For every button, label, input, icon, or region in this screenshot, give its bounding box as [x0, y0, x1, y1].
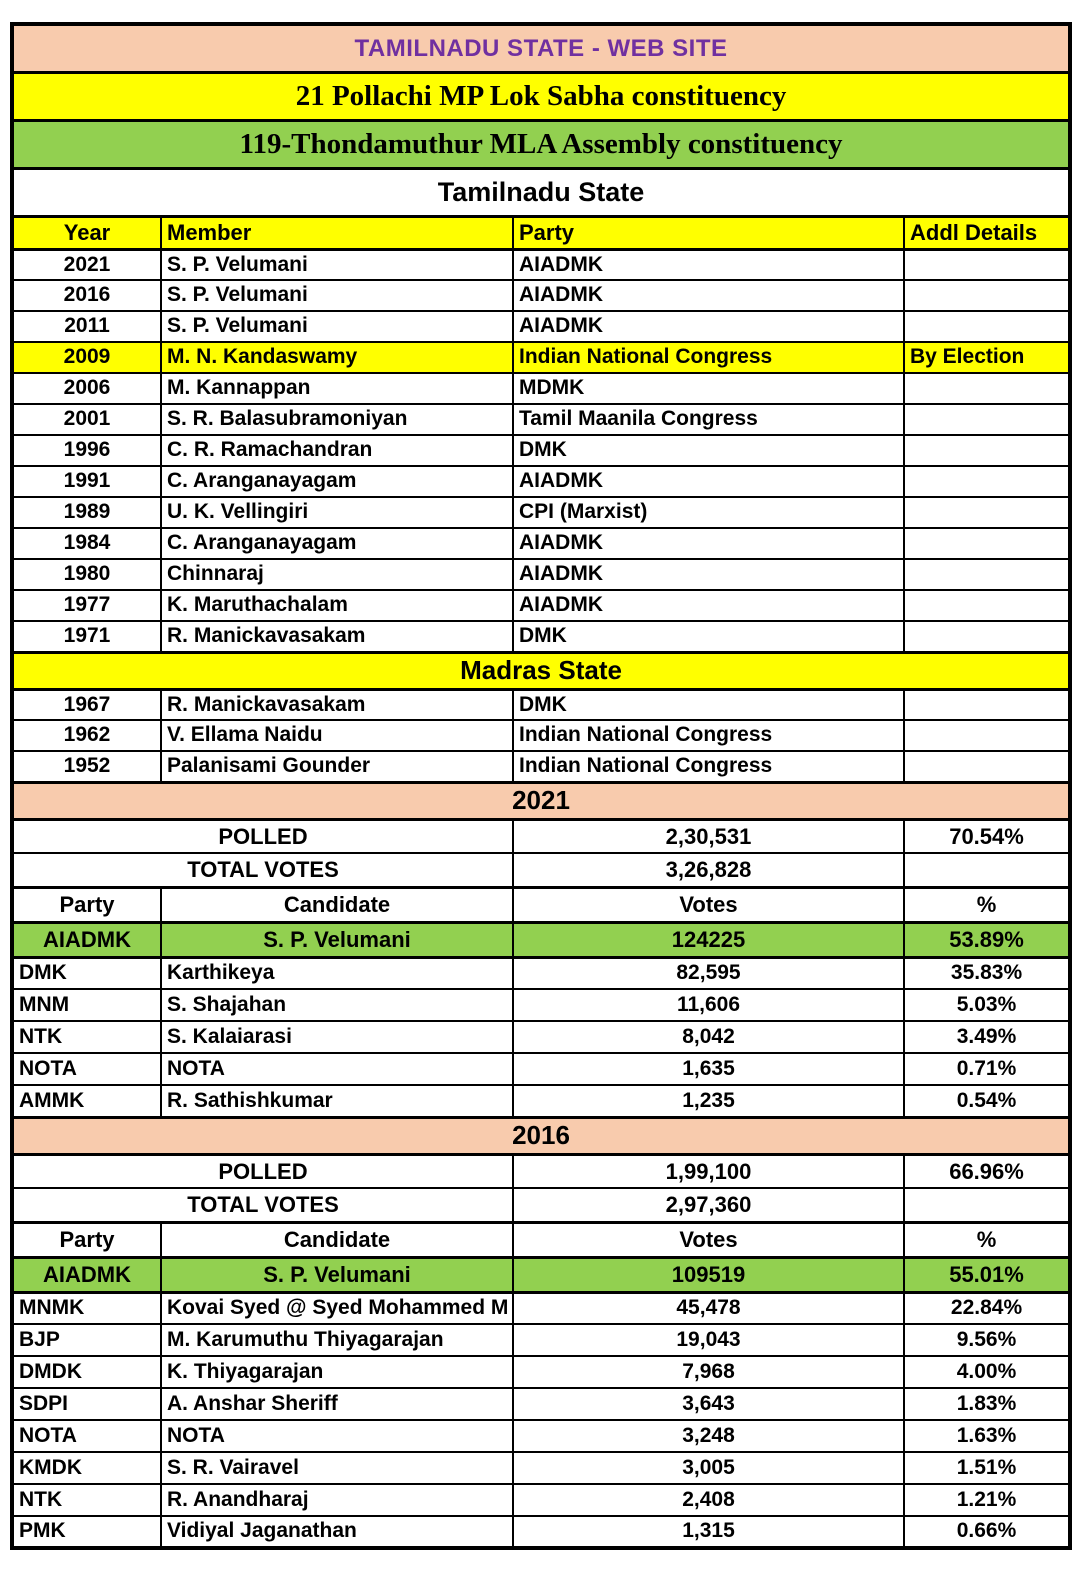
candidate-cell: M. Karumuthu Thiyagarajan — [161, 1324, 513, 1356]
col-header-votes: Votes — [513, 887, 904, 922]
pct-cell: 35.83% — [904, 957, 1070, 989]
candidate-cell: R. Anandharaj — [161, 1484, 513, 1516]
addl-details-cell — [904, 528, 1070, 559]
pct-cell: 1.83% — [904, 1388, 1070, 1420]
madras-section-heading: Madras State — [12, 652, 1070, 689]
pct-cell: 1.21% — [904, 1484, 1070, 1516]
votes-cell: 11,606 — [513, 989, 904, 1021]
year-cell: 1977 — [12, 590, 161, 621]
winner-votes-cell: 124225 — [513, 922, 904, 957]
addl-details-cell — [904, 435, 1070, 466]
member-row — [12, 435, 1070, 466]
polled-label: POLLED — [12, 1154, 513, 1188]
polled-label: POLLED — [12, 819, 513, 853]
votes-cell: 3,643 — [513, 1388, 904, 1420]
votes-cell: 7,968 — [513, 1356, 904, 1388]
year-cell: 2009 — [12, 342, 161, 373]
addl-details-cell — [904, 249, 1070, 280]
year-cell: 1991 — [12, 466, 161, 497]
member-cell: M. N. Kandaswamy — [161, 342, 513, 373]
col-header-year: Year — [12, 216, 161, 249]
candidate-row — [12, 1516, 1070, 1548]
mla-constituency-title: 119-Thondamuthur MLA Assembly constituency — [12, 120, 1070, 168]
mla-constituency-row — [12, 120, 1070, 168]
addl-details-cell — [904, 497, 1070, 528]
empty-cell — [904, 1188, 1070, 1222]
party-abbr-cell: NOTA — [12, 1053, 161, 1085]
party-abbr-cell: DMDK — [12, 1356, 161, 1388]
year-cell: 2011 — [12, 311, 161, 342]
pct-cell: 3.49% — [904, 1021, 1070, 1053]
col-header-party: Party — [12, 1222, 161, 1257]
year-cell: 1952 — [12, 751, 161, 782]
member-row — [12, 404, 1070, 435]
party-cell: AIADMK — [513, 590, 904, 621]
votes-cell: 3,005 — [513, 1452, 904, 1484]
winner-party-cell: AIADMK — [12, 922, 161, 957]
mp-constituency-row — [12, 72, 1070, 120]
member-cell: R. Manickavasakam — [161, 689, 513, 720]
col-header-candidate: Candidate — [161, 1222, 513, 1257]
member-row — [12, 342, 1070, 373]
addl-details-cell — [904, 590, 1070, 621]
year-cell: 2006 — [12, 373, 161, 404]
member-row — [12, 466, 1070, 497]
polled-row — [12, 819, 1070, 853]
candidate-cell: S. Kalaiarasi — [161, 1021, 513, 1053]
winner-party-cell: AIADMK — [12, 1257, 161, 1292]
candidate-row — [12, 1292, 1070, 1324]
site-banner-title: TAMILNADU STATE - WEB SITE — [12, 24, 1070, 72]
member-cell: S. P. Velumani — [161, 249, 513, 280]
party-cell: AIADMK — [513, 559, 904, 590]
party-abbr-cell: DMK — [12, 957, 161, 989]
party-cell: AIADMK — [513, 249, 904, 280]
constituency-results-table — [10, 22, 1072, 1550]
member-cell: C. R. Ramachandran — [161, 435, 513, 466]
candidate-row — [12, 1356, 1070, 1388]
party-cell: AIADMK — [513, 280, 904, 311]
total-votes-value: 2,97,360 — [513, 1188, 904, 1222]
party-abbr-cell: MNM — [12, 989, 161, 1021]
year-cell: 1984 — [12, 528, 161, 559]
col-header-addl-details: Addl Details — [904, 216, 1070, 249]
member-row — [12, 559, 1070, 590]
winner-candidate-cell: S. P. Velumani — [161, 922, 513, 957]
addl-details-cell — [904, 311, 1070, 342]
site-banner-row — [12, 24, 1070, 72]
mp-constituency-title: 21 Pollachi MP Lok Sabha constituency — [12, 72, 1070, 120]
addl-details-cell — [904, 373, 1070, 404]
party-abbr-cell: NTK — [12, 1021, 161, 1053]
col-header-party: Party — [12, 887, 161, 922]
member-cell: U. K. Vellingiri — [161, 497, 513, 528]
empty-cell — [904, 853, 1070, 887]
year-cell: 1996 — [12, 435, 161, 466]
candidate-cell: A. Anshar Sheriff — [161, 1388, 513, 1420]
total-votes-row — [12, 1188, 1070, 1222]
polled-votes: 1,99,100 — [513, 1154, 904, 1188]
member-cell: S. P. Velumani — [161, 311, 513, 342]
addl-details-cell — [904, 751, 1070, 782]
polled-pct: 66.96% — [904, 1154, 1070, 1188]
addl-details-cell — [904, 689, 1070, 720]
pct-cell: 0.66% — [904, 1516, 1070, 1548]
members-header-row — [12, 216, 1070, 249]
election-year-band: 2016 — [12, 1117, 1070, 1154]
member-row — [12, 528, 1070, 559]
winner-row — [12, 922, 1070, 957]
party-cell: Indian National Congress — [513, 720, 904, 751]
votes-cell: 1,315 — [513, 1516, 904, 1548]
polled-pct: 70.54% — [904, 819, 1070, 853]
party-cell: DMK — [513, 689, 904, 720]
addl-details-cell — [904, 404, 1070, 435]
candidate-row — [12, 1085, 1070, 1117]
tamilnadu-members-rows — [12, 249, 1070, 652]
polled-votes: 2,30,531 — [513, 819, 904, 853]
year-cell: 1980 — [12, 559, 161, 590]
pct-cell: 1.63% — [904, 1420, 1070, 1452]
votes-cell: 1,635 — [513, 1053, 904, 1085]
member-row — [12, 590, 1070, 621]
party-cell: AIADMK — [513, 466, 904, 497]
votes-cell: 19,043 — [513, 1324, 904, 1356]
votes-cell: 2,408 — [513, 1484, 904, 1516]
addl-details-cell — [904, 280, 1070, 311]
year-cell: 2001 — [12, 404, 161, 435]
votes-cell: 8,042 — [513, 1021, 904, 1053]
member-cell: R. Manickavasakam — [161, 621, 513, 652]
party-cell: DMK — [513, 435, 904, 466]
candidate-row — [12, 1324, 1070, 1356]
candidate-cell: S. Shajahan — [161, 989, 513, 1021]
party-cell: CPI (Marxist) — [513, 497, 904, 528]
winner-pct-cell: 53.89% — [904, 922, 1070, 957]
votes-cell: 3,248 — [513, 1420, 904, 1452]
year-cell: 1989 — [12, 497, 161, 528]
member-cell: K. Maruthachalam — [161, 590, 513, 621]
winner-candidate-cell: S. P. Velumani — [161, 1257, 513, 1292]
member-cell: C. Aranganayagam — [161, 528, 513, 559]
candidate-cell: S. R. Vairavel — [161, 1452, 513, 1484]
member-cell: C. Aranganayagam — [161, 466, 513, 497]
party-abbr-cell: PMK — [12, 1516, 161, 1548]
election-year-band-row — [12, 1117, 1070, 1154]
member-row — [12, 497, 1070, 528]
candidate-cell: NOTA — [161, 1053, 513, 1085]
madras-members-rows — [12, 689, 1070, 782]
candidate-row — [12, 1452, 1070, 1484]
votes-cell: 45,478 — [513, 1292, 904, 1324]
party-cell: AIADMK — [513, 528, 904, 559]
pct-cell: 4.00% — [904, 1356, 1070, 1388]
candidate-cell: Kovai Syed @ Syed Mohammed M — [161, 1292, 513, 1324]
votes-cell: 82,595 — [513, 957, 904, 989]
tamilnadu-section-heading: Tamilnadu State — [12, 168, 1070, 216]
winner-votes-cell: 109519 — [513, 1257, 904, 1292]
candidate-row — [12, 1053, 1070, 1085]
year-cell: 2016 — [12, 280, 161, 311]
party-cell: MDMK — [513, 373, 904, 404]
election-year-band-row — [12, 782, 1070, 819]
party-abbr-cell: NTK — [12, 1484, 161, 1516]
member-row — [12, 621, 1070, 652]
party-abbr-cell: SDPI — [12, 1388, 161, 1420]
member-row — [12, 311, 1070, 342]
pct-cell: 5.03% — [904, 989, 1070, 1021]
candidate-cell: K. Thiyagarajan — [161, 1356, 513, 1388]
total-votes-row — [12, 853, 1070, 887]
total-votes-label: TOTAL VOTES — [12, 853, 513, 887]
pct-cell: 22.84% — [904, 1292, 1070, 1324]
member-cell: S. R. Balasubramoniyan — [161, 404, 513, 435]
candidate-cell: Vidiyal Jaganathan — [161, 1516, 513, 1548]
election-result-sections — [12, 782, 1070, 1548]
party-abbr-cell: KMDK — [12, 1452, 161, 1484]
candidates-header-row — [12, 887, 1070, 922]
party-abbr-cell: AMMK — [12, 1085, 161, 1117]
candidate-row — [12, 957, 1070, 989]
winner-row — [12, 1257, 1070, 1292]
addl-details-cell — [904, 466, 1070, 497]
pct-cell: 0.71% — [904, 1053, 1070, 1085]
member-cell: S. P. Velumani — [161, 280, 513, 311]
party-cell: DMK — [513, 621, 904, 652]
polled-row — [12, 1154, 1070, 1188]
addl-details-cell — [904, 720, 1070, 751]
winner-pct-cell: 55.01% — [904, 1257, 1070, 1292]
col-header-pct: % — [904, 1222, 1070, 1257]
candidate-cell: NOTA — [161, 1420, 513, 1452]
party-cell: AIADMK — [513, 311, 904, 342]
member-row — [12, 689, 1070, 720]
party-cell: Indian National Congress — [513, 751, 904, 782]
year-cell: 1967 — [12, 689, 161, 720]
candidate-row — [12, 1484, 1070, 1516]
party-abbr-cell: MNMK — [12, 1292, 161, 1324]
party-abbr-cell: NOTA — [12, 1420, 161, 1452]
member-cell: Palanisami Gounder — [161, 751, 513, 782]
member-cell: M. Kannappan — [161, 373, 513, 404]
col-header-party: Party — [513, 216, 904, 249]
votes-cell: 1,235 — [513, 1085, 904, 1117]
col-header-member: Member — [161, 216, 513, 249]
col-header-votes: Votes — [513, 1222, 904, 1257]
total-votes-label: TOTAL VOTES — [12, 1188, 513, 1222]
member-row — [12, 373, 1070, 404]
member-row — [12, 280, 1070, 311]
col-header-candidate: Candidate — [161, 887, 513, 922]
candidate-cell: R. Sathishkumar — [161, 1085, 513, 1117]
pct-cell: 0.54% — [904, 1085, 1070, 1117]
madras-section-row — [12, 652, 1070, 689]
candidates-header-row — [12, 1222, 1070, 1257]
year-cell: 1971 — [12, 621, 161, 652]
member-cell: Chinnaraj — [161, 559, 513, 590]
member-row — [12, 249, 1070, 280]
member-row — [12, 720, 1070, 751]
candidate-row — [12, 1388, 1070, 1420]
candidate-row — [12, 1420, 1070, 1452]
party-cell: Indian National Congress — [513, 342, 904, 373]
year-cell: 1962 — [12, 720, 161, 751]
party-abbr-cell: BJP — [12, 1324, 161, 1356]
member-cell: V. Ellama Naidu — [161, 720, 513, 751]
tamilnadu-section-row — [12, 168, 1070, 216]
pct-cell: 9.56% — [904, 1324, 1070, 1356]
pct-cell: 1.51% — [904, 1452, 1070, 1484]
addl-details-cell: By Election — [904, 342, 1070, 373]
total-votes-value: 3,26,828 — [513, 853, 904, 887]
addl-details-cell — [904, 559, 1070, 590]
candidate-cell: Karthikeya — [161, 957, 513, 989]
party-cell: Tamil Maanila Congress — [513, 404, 904, 435]
candidate-row — [12, 1021, 1070, 1053]
year-cell: 2021 — [12, 249, 161, 280]
col-header-pct: % — [904, 887, 1070, 922]
election-year-band: 2021 — [12, 782, 1070, 819]
addl-details-cell — [904, 621, 1070, 652]
member-row — [12, 751, 1070, 782]
candidate-row — [12, 989, 1070, 1021]
